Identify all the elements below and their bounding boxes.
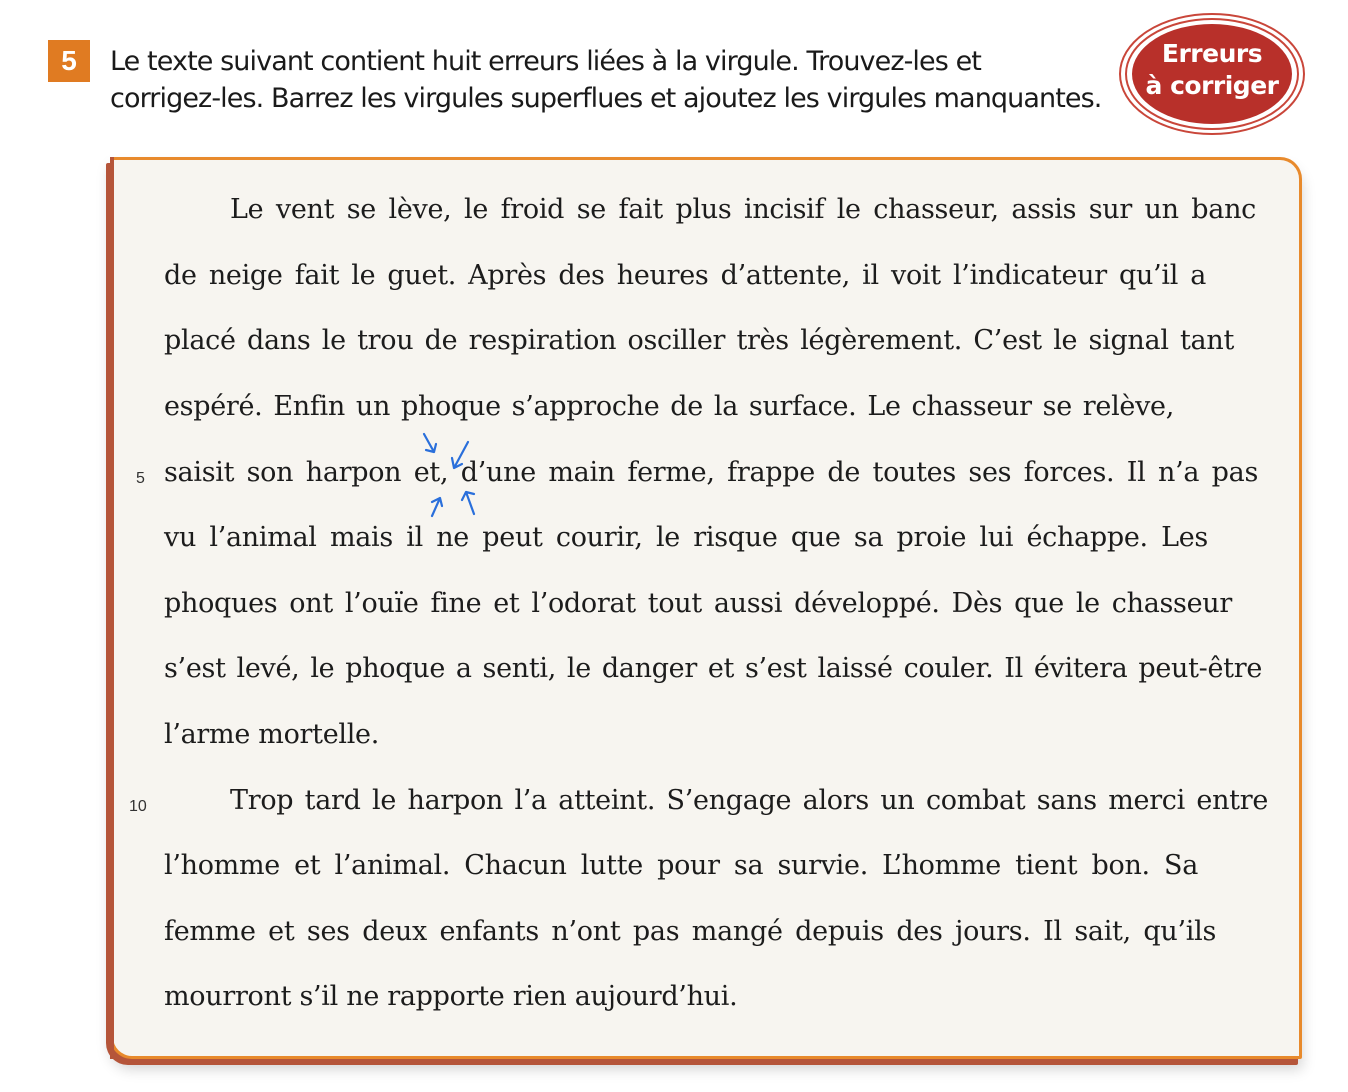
passage-line: saisit son harpon et, d’une main ferme, frappe de toutes ses forces. Il n’a pas — [164, 457, 1258, 488]
passage-line: phoques ont l’ouïe fine et l’odorat tout aussi développé. Dès que le chasseur — [164, 588, 1232, 619]
errors-badge-label — [1118, 38, 1306, 102]
passage-line: Trop tard le harpon l’a atteint. S’engage alors un combat sans merci entre — [230, 785, 1268, 816]
passage-line: Le vent se lève, le froid se fait plus incisif le chasseur, assis sur un banc — [230, 194, 1256, 225]
passage-line: l’homme et l’animal. Chacun lutte pour sa survie. L’homme tient bon. Sa — [164, 850, 1198, 881]
line-number-10: 10 — [129, 798, 147, 815]
instruction-line-1: Le texte suivant contient huit erreurs liées à la virgule. Trouvez-les et — [110, 46, 981, 77]
passage-line: de neige fait le guet. Après des heures d’attente, il voit l’indicateur qu’il a — [164, 260, 1206, 291]
passage-line: l’arme mortelle. — [164, 719, 380, 750]
instruction-line-2: corrigez-les. Barrez les virgules superflues et ajoutez les virgules manquantes. — [110, 83, 1102, 114]
exercise-instructions — [110, 43, 1110, 117]
passage-line: vu l’animal mais il ne peut courir, le risque que sa proie lui échappe. Les — [164, 522, 1208, 553]
passage-line: mourront s’il ne rapporte rien aujourd’hui. — [164, 981, 738, 1012]
comma-highlight-marks — [414, 428, 484, 524]
passage-line: placé dans le trou de respiration osciller très légèrement. C’est le signal tant — [164, 325, 1234, 356]
badge-line-2: à corriger — [1145, 71, 1279, 100]
passage-line: s’est levé, le phoque a senti, le danger et s’est laissé couler. Il évitera peut-être — [164, 653, 1262, 684]
passage-line: femme et ses deux enfants n’ont pas mangé depuis des jours. Il sait, qu’ils — [164, 916, 1216, 947]
exercise-number: 5 — [48, 40, 90, 82]
badge-line-1: Erreurs — [1161, 39, 1263, 68]
passage-line: espéré. Enfin un phoque s’approche de la surface. Le chasseur se relève, — [164, 391, 1174, 422]
line-number-5: 5 — [136, 470, 145, 487]
